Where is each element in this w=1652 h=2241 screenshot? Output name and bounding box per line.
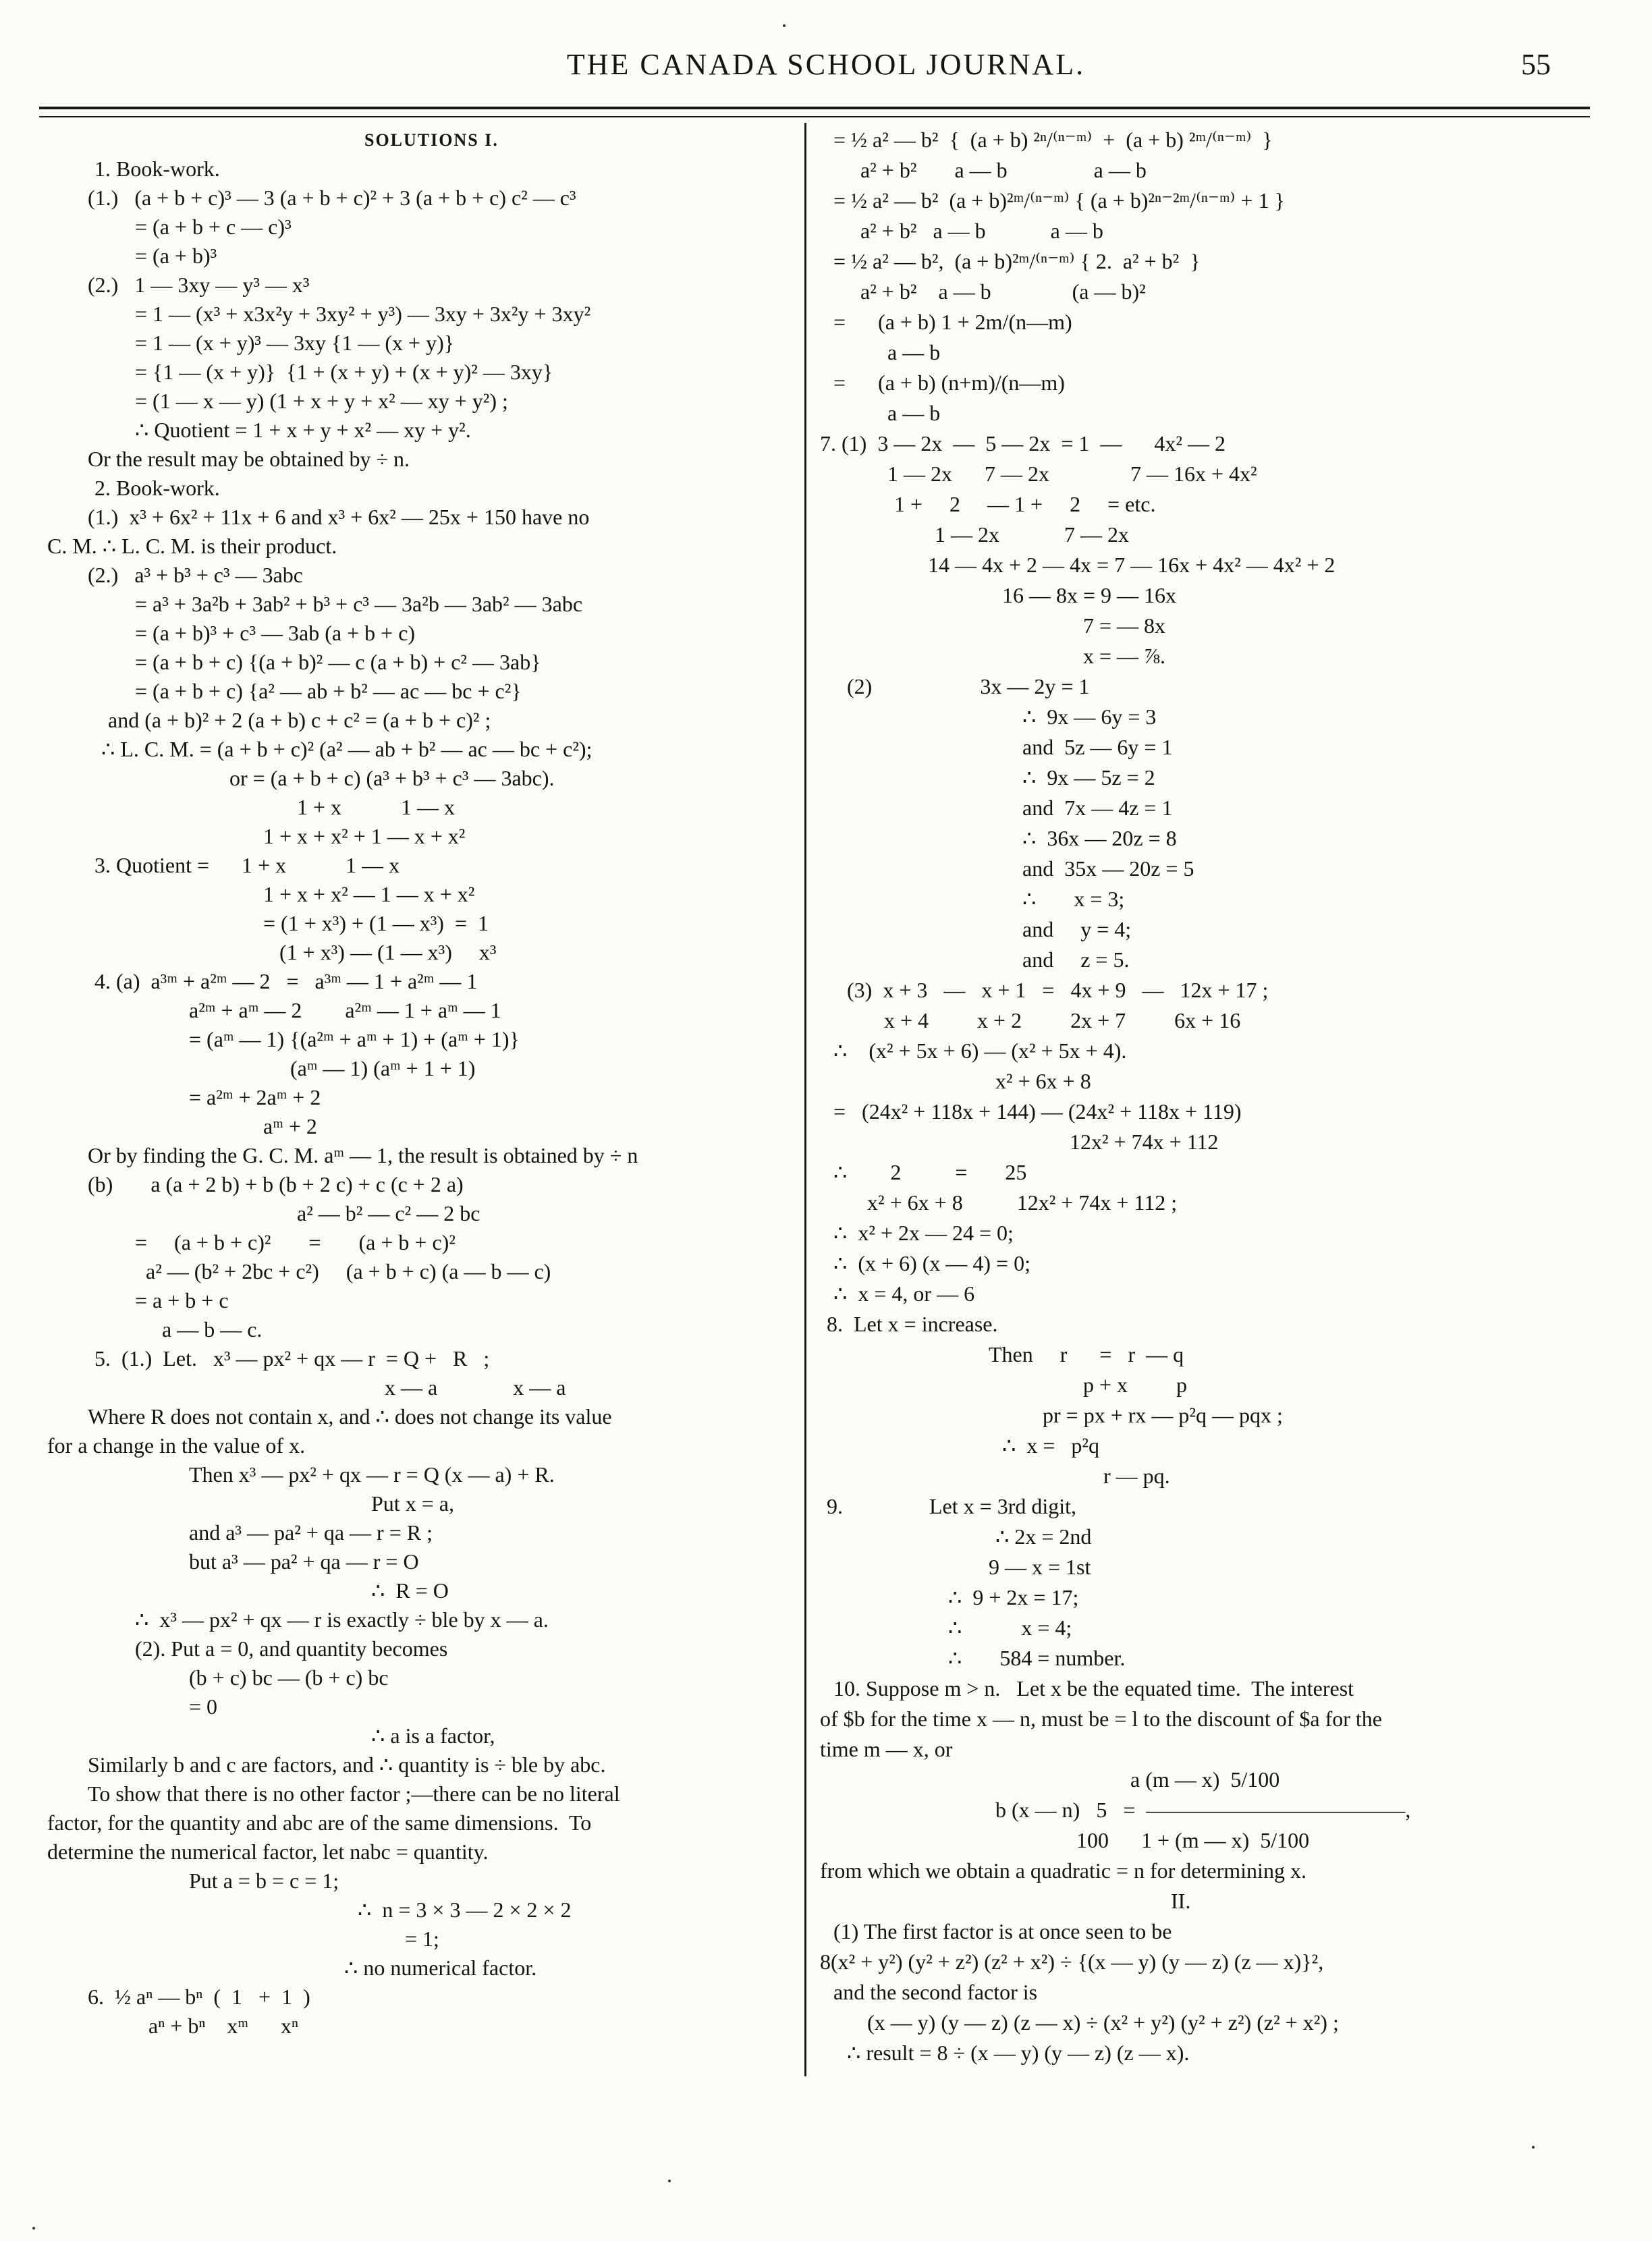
left-column-line bbox=[47, 1810, 796, 1840]
text-line: ∴ x² + 2x — 24 = 0; bbox=[833, 1221, 1014, 1245]
right-column-line bbox=[820, 766, 1582, 796]
text-line: ∴ 584 = number. bbox=[948, 1646, 1126, 1670]
right-column-line bbox=[820, 705, 1582, 736]
left-column-line bbox=[88, 1376, 796, 1405]
text-line: 2. Book-work. bbox=[94, 476, 220, 500]
text-line: = {1 — (x + y)} {1 + (x + y) + (x + y)² — 3xy} bbox=[135, 360, 553, 384]
text-line: ∴ n = 3 × 3 — 2 × 2 × 2 bbox=[358, 1898, 572, 1922]
right-column-line bbox=[820, 584, 1582, 614]
left-column-line bbox=[88, 186, 796, 215]
left-column-line bbox=[88, 1753, 796, 1782]
text-line: ∴ x³ — px² + qx — r is exactly ÷ ble by x — a. bbox=[135, 1607, 549, 1632]
text-line: Put a = b = c = 1; bbox=[189, 1869, 339, 1893]
right-column-line bbox=[820, 1221, 1582, 1252]
left-column-line bbox=[88, 1289, 796, 1318]
left-column-line bbox=[88, 1724, 796, 1753]
text-line: = 1 — (x + y)³ — 3xy {1 — (x + y)} bbox=[135, 331, 455, 355]
left-column-line bbox=[88, 1463, 796, 1492]
text-line: and (a + b)² + 2 (a + b) c + c² = (a + b + c)² ; bbox=[108, 708, 491, 732]
left-column-line bbox=[88, 941, 796, 970]
right-column-line bbox=[820, 250, 1582, 280]
right-column-line bbox=[820, 1070, 1582, 1100]
text-line: = (a + b)³ + c³ — 3ab (a + b + c) bbox=[135, 621, 416, 645]
text-line: ∴ 9 + 2x = 17; bbox=[948, 1585, 1079, 1609]
right-column-line bbox=[820, 1768, 1582, 1798]
left-column-line bbox=[88, 1985, 796, 2014]
text-line: of $b for the time x — n, must be = l to the discount of $a for the bbox=[820, 1707, 1382, 1731]
right-column-line bbox=[820, 402, 1582, 432]
header-rule-thin bbox=[39, 116, 1590, 117]
text-line: for a change in the value of x. bbox=[47, 1433, 306, 1458]
left-column-line bbox=[88, 1057, 796, 1086]
right-column-line bbox=[820, 918, 1582, 948]
text-line: To show that there is no other factor ;—there can be no literal bbox=[88, 1781, 620, 1806]
right-column-line bbox=[820, 736, 1582, 766]
text-line: 12x² + 74x + 112 bbox=[1070, 1130, 1219, 1154]
text-line: (2.) 1 — 3xy — y³ — x³ bbox=[88, 273, 310, 297]
left-column bbox=[47, 128, 796, 2072]
left-column-line bbox=[88, 244, 796, 273]
left-column-line bbox=[88, 796, 796, 825]
left-column-line bbox=[88, 1521, 796, 1550]
right-column-line bbox=[820, 857, 1582, 887]
right-column-line bbox=[820, 523, 1582, 553]
text-line: ∴ R = O bbox=[371, 1578, 449, 1603]
text-line: (3) x + 3 — x + 1 = 4x + 9 — 12x + 17 ; bbox=[847, 978, 1269, 1002]
text-line: (b + c) bc — (b + c) bc bbox=[189, 1665, 389, 1690]
left-column-line bbox=[88, 1318, 796, 1347]
text-line: ∴ Quotient = 1 + x + y + x² — xy + y². bbox=[135, 418, 471, 442]
page-number: 55 bbox=[1521, 48, 1551, 81]
left-column-line bbox=[88, 1086, 796, 1115]
text-line: ∴ 2 = 25 bbox=[833, 1160, 1027, 1184]
text-line: C. M. ∴ L. C. M. is their product. bbox=[47, 534, 337, 558]
right-column-line bbox=[820, 2011, 1582, 2041]
right-column-line bbox=[820, 1282, 1582, 1312]
right-column-line bbox=[820, 1950, 1582, 1981]
left-column-line bbox=[88, 1202, 796, 1231]
right-column-line bbox=[820, 1343, 1582, 1373]
left-column-line bbox=[88, 1666, 796, 1695]
right-column-line bbox=[820, 675, 1582, 705]
text-line: 1 + x + x² + 1 — x + x² bbox=[263, 824, 466, 848]
text-line: ∴ x = p²q bbox=[1002, 1433, 1099, 1458]
text-line: aᵐ + 2 bbox=[263, 1114, 317, 1138]
text-line: a — b — c. bbox=[162, 1317, 263, 1341]
text-line: 1 + 2 — 1 + 2 = etc. bbox=[894, 492, 1156, 516]
right-column-line bbox=[820, 189, 1582, 219]
left-column-line bbox=[88, 563, 796, 592]
text-line: from which we obtain a quadratic = n for determining x. bbox=[820, 1858, 1306, 1883]
text-line: time m — x, or bbox=[820, 1737, 953, 1761]
text-line: = 1; bbox=[405, 1927, 439, 1951]
text-line: = (1 + x³) + (1 — x³) = 1 bbox=[263, 911, 489, 935]
column-divider bbox=[804, 123, 806, 2076]
right-column-line bbox=[820, 796, 1582, 827]
right-column-line bbox=[820, 219, 1582, 250]
left-column-line bbox=[88, 825, 796, 854]
text-line: aⁿ + bⁿ xᵐ xⁿ bbox=[148, 2014, 299, 2038]
left-column-line bbox=[88, 999, 796, 1028]
left-column-line bbox=[88, 1144, 796, 1173]
left-column-line bbox=[88, 1637, 796, 1666]
text-line: 14 — 4x + 2 — 4x = 7 — 16x + 4x² — 4x² + 2 bbox=[928, 553, 1336, 577]
right-column-line bbox=[820, 1889, 1582, 1920]
text-line: (aᵐ — 1) (aᵐ + 1 + 1) bbox=[290, 1056, 476, 1080]
text-line: (2). Put a = 0, and quantity becomes bbox=[135, 1636, 448, 1661]
right-column-line bbox=[820, 1981, 1582, 2011]
text-line: ∴ x = 4; bbox=[948, 1615, 1072, 1640]
text-line: (2) 3x — 2y = 1 bbox=[847, 674, 1090, 698]
text-line: SOLUTIONS I. bbox=[364, 130, 499, 150]
print-speck bbox=[668, 2180, 671, 2182]
left-column-line bbox=[88, 592, 796, 621]
text-line: Where R does not contain x, and ∴ does not change its value bbox=[88, 1404, 612, 1429]
text-line: a² — (b² + 2bc + c²) (a + b + c) (a — b — c) bbox=[135, 1259, 551, 1283]
left-column-line bbox=[88, 1956, 796, 1985]
text-line: ∴ (x + 6) (x — 4) = 0; bbox=[833, 1251, 1030, 1275]
right-column-line bbox=[820, 2041, 1582, 2072]
text-line: 6. ½ aⁿ — bⁿ ( 1 + 1 ) bbox=[88, 1985, 310, 2009]
text-line: and z = 5. bbox=[1022, 947, 1130, 972]
left-column-line bbox=[88, 1260, 796, 1289]
left-column-line bbox=[88, 1695, 796, 1724]
left-column-line bbox=[88, 1028, 796, 1057]
right-column-line bbox=[820, 644, 1582, 675]
right-column-line bbox=[820, 1039, 1582, 1070]
left-column-line bbox=[88, 447, 796, 476]
header-rule bbox=[39, 107, 1590, 109]
text-line: 9 — x = 1st bbox=[989, 1555, 1091, 1579]
left-column-line bbox=[88, 1347, 796, 1376]
right-column-line bbox=[820, 371, 1582, 402]
text-line: and y = 4; bbox=[1022, 917, 1132, 941]
text-line: ∴ 36x — 20z = 8 bbox=[1022, 826, 1177, 850]
text-line: = (a + b)³ bbox=[135, 244, 217, 268]
text-line: II. bbox=[1171, 1889, 1191, 1913]
text-line: ∴ x = 3; bbox=[1022, 887, 1125, 911]
left-column-line bbox=[88, 128, 796, 157]
text-line: x² + 6x + 8 12x² + 74x + 112 ; bbox=[867, 1190, 1178, 1215]
text-line: 100 1 + (m — x) 5/100 bbox=[1076, 1828, 1310, 1852]
left-column-line bbox=[88, 1579, 796, 1608]
text-line: 1. Book-work. bbox=[94, 157, 220, 181]
text-line: 7 = — 8x bbox=[1083, 613, 1166, 638]
right-column-line bbox=[820, 1586, 1582, 1616]
text-line: a² + b² a — b (a — b)² bbox=[860, 279, 1146, 304]
left-column-line bbox=[88, 680, 796, 709]
text-line: and 5z — 6y = 1 bbox=[1022, 735, 1173, 759]
text-line: 1 — 2x 7 — 2x 7 — 16x + 4x² bbox=[887, 462, 1257, 486]
journal-title: THE CANADA SCHOOL JOURNAL. bbox=[566, 48, 1086, 81]
right-column-line bbox=[820, 1555, 1582, 1586]
text-line: ∴ x = 4, or — 6 bbox=[833, 1281, 975, 1306]
text-line: (1.) x³ + 6x² + 11x + 6 and x³ + 6x² — 25x + 150 have no bbox=[88, 505, 590, 529]
right-column-line bbox=[820, 310, 1582, 341]
print-speck bbox=[783, 24, 786, 27]
text-line: = a³ + 3a²b + 3ab² + b³ + c³ — 3a²b — 3ab² — 3abc bbox=[135, 592, 583, 616]
text-line: = (a + b + c — c)³ bbox=[135, 215, 292, 239]
left-column-line bbox=[88, 854, 796, 883]
text-line: ∴ 2x = 2nd bbox=[995, 1524, 1092, 1549]
text-line: = a + b + c bbox=[135, 1288, 229, 1312]
right-column-line bbox=[820, 1434, 1582, 1464]
left-column-line bbox=[88, 273, 796, 302]
right-column-line bbox=[820, 1161, 1582, 1191]
right-column-line bbox=[820, 827, 1582, 857]
right-column bbox=[820, 128, 1582, 2072]
right-column-line bbox=[820, 1677, 1582, 1707]
text-line: a² + b² a — b a — b bbox=[860, 219, 1103, 243]
text-line: Then x³ — px² + qx — r = Q (x — a) + R. bbox=[189, 1462, 555, 1487]
left-column-line bbox=[88, 1492, 796, 1521]
text-line: a — b bbox=[887, 340, 941, 364]
left-column-line bbox=[88, 389, 796, 418]
text-line: = ½ a² — b², (a + b)²ᵐ/⁽ⁿ⁻ᵐ⁾ { 2. a² + b² } bbox=[833, 249, 1201, 273]
left-column-line bbox=[88, 651, 796, 680]
left-column-line bbox=[88, 1898, 796, 1927]
left-column-line bbox=[88, 1608, 796, 1637]
right-column-line bbox=[820, 887, 1582, 918]
left-column-line bbox=[88, 505, 796, 534]
right-column-line bbox=[820, 1191, 1582, 1221]
print-speck bbox=[1532, 2146, 1535, 2149]
text-line: ∴ result = 8 ÷ (x — y) (y — z) (z — x). bbox=[847, 2041, 1190, 2065]
text-line: (1 + x³) — (1 — x³) x³ bbox=[263, 940, 497, 964]
text-line: = (a + b + c)² = (a + b + c)² bbox=[135, 1230, 456, 1254]
text-line: 1 + x + x² — 1 — x + x² bbox=[263, 882, 475, 906]
text-line: b (x — n) 5 = ————————————, bbox=[995, 1798, 1411, 1822]
left-column-line bbox=[88, 1405, 796, 1434]
left-column-line bbox=[88, 418, 796, 447]
left-column-line bbox=[88, 1115, 796, 1144]
left-column-line bbox=[47, 1839, 796, 1869]
text-line: = ½ a² — b² (a + b)²ᵐ/⁽ⁿ⁻ᵐ⁾ { (a + b)²ⁿ⁻²ᵐ/⁽ⁿ⁻ᵐ⁾ + 1 } bbox=[833, 188, 1285, 213]
right-column-line bbox=[820, 1252, 1582, 1282]
text-line: a² + b² a — b a — b bbox=[860, 158, 1147, 182]
text-line: Or the result may be obtained by ÷ n. bbox=[88, 447, 410, 471]
text-line: 5. (1.) Let. x³ — px² + qx — r = Q + R ; bbox=[94, 1346, 490, 1371]
text-line: but a³ — pa² + qa — r = O bbox=[189, 1549, 419, 1574]
left-column-line bbox=[88, 883, 796, 912]
text-line: = a²ᵐ + 2aᵐ + 2 bbox=[189, 1085, 321, 1109]
text-line: and 7x — 4z = 1 bbox=[1022, 796, 1173, 820]
text-line: ∴ L. C. M. = (a + b + c)² (a² — ab + b² — ac — bc + c²); bbox=[101, 737, 593, 761]
right-column-line bbox=[820, 1495, 1582, 1525]
text-line: ∴ no numerical factor. bbox=[344, 1956, 537, 1980]
left-column-line bbox=[88, 302, 796, 331]
text-line: = (a + b) 1 + 2m/(n—m) bbox=[833, 310, 1072, 334]
text-line: a²ᵐ + aᵐ — 2 a²ᵐ — 1 + aᵐ — 1 bbox=[189, 998, 501, 1022]
text-line: factor, for the quantity and abc are of the same dimensions. To bbox=[47, 1810, 592, 1835]
text-line: 9. Let x = 3rd digit, bbox=[827, 1494, 1077, 1518]
right-column-line bbox=[820, 1312, 1582, 1343]
text-line: p + x p bbox=[1083, 1373, 1188, 1397]
text-line: 8. Let x = increase. bbox=[827, 1312, 998, 1336]
left-column-line bbox=[88, 970, 796, 999]
print-speck bbox=[32, 2227, 35, 2230]
text-line: 16 — 8x = 9 — 16x bbox=[1002, 583, 1177, 607]
left-column-line bbox=[88, 912, 796, 941]
right-column-line bbox=[820, 553, 1582, 584]
right-column-line bbox=[820, 280, 1582, 310]
text-line: (1.) (a + b + c)³ — 3 (a + b + c)² + 3 (a + b + c) c² — c³ bbox=[88, 186, 576, 210]
text-line: a (m — x) 5/100 bbox=[1130, 1767, 1280, 1792]
left-column-line bbox=[88, 709, 796, 738]
left-column-line bbox=[88, 476, 796, 505]
right-column-line bbox=[820, 1100, 1582, 1130]
left-column-line bbox=[88, 215, 796, 244]
left-column-line bbox=[88, 767, 796, 796]
text-line: a — b bbox=[887, 401, 941, 425]
left-column-line bbox=[88, 1927, 796, 1956]
text-line: ∴ a is a factor, bbox=[371, 1723, 495, 1748]
right-column-line bbox=[820, 948, 1582, 978]
text-line: 7. (1) 3 — 2x — 5 — 2x = 1 — 4x² — 2 bbox=[820, 431, 1226, 455]
left-column-line bbox=[88, 1869, 796, 1898]
text-line: = (a + b + c) {(a + b)² — c (a + b) + c² — 3ab} bbox=[135, 650, 541, 674]
text-line: Put x = a, bbox=[371, 1491, 454, 1516]
text-line: (b) a (a + 2 b) + b (b + 2 c) + c (c + 2 a) bbox=[88, 1172, 464, 1196]
left-column-line bbox=[88, 157, 796, 186]
text-line: 10. Suppose m > n. Let x be the equated time. The interest bbox=[833, 1676, 1354, 1700]
text-line: ∴ 9x — 6y = 3 bbox=[1022, 704, 1157, 729]
text-line: r — pq. bbox=[1103, 1464, 1170, 1488]
text-line: x² + 6x + 8 bbox=[995, 1069, 1091, 1093]
text-line: (1) The first factor is at once seen to be bbox=[833, 1919, 1172, 1943]
right-column-line bbox=[820, 1130, 1582, 1161]
text-line: = (a + b + c) {a² — ab + b² — ac — bc + c²} bbox=[135, 679, 522, 703]
text-line: and the second factor is bbox=[833, 1980, 1038, 2004]
text-line: 1 + x 1 — x bbox=[297, 795, 456, 819]
left-column-line bbox=[88, 2014, 796, 2043]
right-column-line bbox=[820, 978, 1582, 1009]
text-line: 4. (a) a³ᵐ + a²ᵐ — 2 = a³ᵐ — 1 + a²ᵐ — 1 bbox=[94, 969, 478, 993]
text-line: ∴ 9x — 5z = 2 bbox=[1022, 765, 1155, 790]
text-line: pr = px + rx — p²q — pqx ; bbox=[1043, 1403, 1283, 1427]
right-column-line bbox=[820, 1464, 1582, 1495]
left-column-line bbox=[88, 360, 796, 389]
right-column-line bbox=[820, 159, 1582, 189]
right-column-line bbox=[820, 614, 1582, 644]
text-line: Similarly b and c are factors, and ∴ quantity is ÷ ble by abc. bbox=[88, 1752, 606, 1777]
text-line: = 1 — (x³ + x3x²y + 3xy² + y³) — 3xy + 3x²y + 3xy² bbox=[135, 302, 591, 326]
text-line: or = (a + b + c) (a³ + b³ + c³ — 3abc). bbox=[229, 766, 555, 790]
right-column-line bbox=[820, 1404, 1582, 1434]
right-column-line bbox=[820, 432, 1582, 462]
right-column-line bbox=[820, 1798, 1582, 1829]
text-line: = 0 bbox=[189, 1694, 218, 1719]
right-column-line bbox=[820, 341, 1582, 371]
left-column-line bbox=[88, 1173, 796, 1202]
text-line: = (a + b) (n+m)/(n—m) bbox=[833, 370, 1065, 395]
text-line: Or by finding the G. C. M. aᵐ — 1, the result is obtained by ÷ n bbox=[88, 1143, 638, 1167]
left-column-line bbox=[88, 1782, 796, 1811]
left-column-line bbox=[88, 1550, 796, 1579]
right-column-line bbox=[820, 1707, 1582, 1738]
text-line: 8(x² + y²) (y² + z²) (z² + x²) ÷ {(x — y) (y — z) (z — x)}², bbox=[820, 1949, 1324, 1974]
right-column-line bbox=[820, 1616, 1582, 1647]
right-column-line bbox=[820, 1829, 1582, 1859]
text-line: and a³ — pa² + qa — r = R ; bbox=[189, 1520, 433, 1545]
left-column-line bbox=[47, 534, 796, 563]
text-line: and 35x — 20z = 5 bbox=[1022, 856, 1194, 881]
left-column-line bbox=[47, 1433, 796, 1463]
text-line: determine the numerical factor, let nabc = quantity. bbox=[47, 1839, 489, 1864]
text-line: x + 4 x + 2 2x + 7 6x + 16 bbox=[884, 1008, 1241, 1032]
right-column-line bbox=[820, 1738, 1582, 1768]
text-line: 3. Quotient = 1 + x 1 — x bbox=[94, 853, 400, 877]
right-column-line bbox=[820, 128, 1582, 159]
text-line: = (1 — x — y) (1 + x + y + x² — xy + y²) ; bbox=[135, 389, 508, 413]
text-line: (2.) a³ + b³ + c³ — 3abc bbox=[88, 563, 303, 587]
right-column-line bbox=[820, 1859, 1582, 1889]
left-column-line bbox=[88, 331, 796, 360]
text-line: = ½ a² — b² { (a + b) ²ⁿ/⁽ⁿ⁻ᵐ⁾ + (a + b) ²ᵐ/⁽ⁿ⁻ᵐ⁾ } bbox=[833, 128, 1273, 152]
text-line: ∴ (x² + 5x + 6) — (x² + 5x + 4). bbox=[833, 1039, 1127, 1063]
right-column-line bbox=[820, 1009, 1582, 1039]
left-column-line bbox=[88, 738, 796, 767]
text-line: 1 — 2x 7 — 2x bbox=[935, 522, 1129, 547]
right-column-line bbox=[820, 493, 1582, 523]
text-line: (x — y) (y — z) (z — x) ÷ (x² + y²) (y² + z²) (z² + x²) ; bbox=[867, 2010, 1339, 2035]
page-header bbox=[0, 47, 1652, 88]
right-column-line bbox=[820, 1525, 1582, 1555]
right-column-line bbox=[820, 1373, 1582, 1404]
left-column-line bbox=[88, 1231, 796, 1260]
right-column-line bbox=[820, 1647, 1582, 1677]
right-column-line bbox=[820, 1920, 1582, 1950]
text-line: x = — ⅞. bbox=[1083, 644, 1166, 668]
text-line: = (24x² + 118x + 144) — (24x² + 118x + 119) bbox=[833, 1099, 1242, 1124]
text-line: a² — b² — c² — 2 bc bbox=[297, 1201, 480, 1225]
text-line: = (aᵐ — 1) {(a²ᵐ + aᵐ + 1) + (aᵐ + 1)} bbox=[189, 1027, 520, 1051]
right-column-line bbox=[820, 462, 1582, 493]
text-line: Then r = r — q bbox=[989, 1342, 1184, 1366]
left-column-line bbox=[88, 621, 796, 651]
text-line: x — a x — a bbox=[385, 1375, 566, 1400]
